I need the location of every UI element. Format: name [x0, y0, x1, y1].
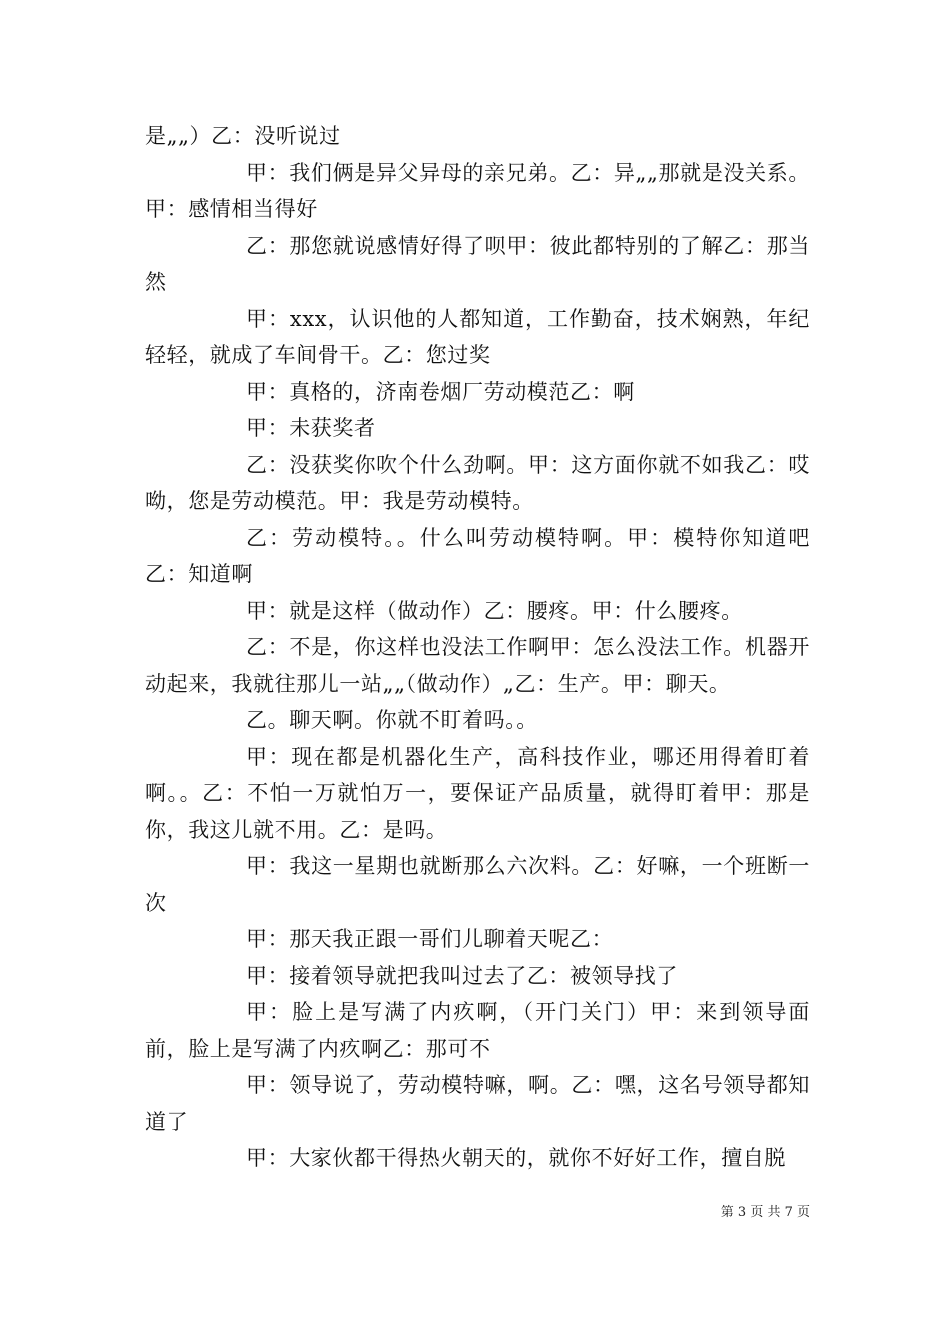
paragraph: 甲：我这一星期也就断那么六次料。乙：好嘛，一个班断一次	[145, 854, 810, 915]
paragraph: 甲：xxx，认识他的人都知道，工作勤奋，技术娴熟，年纪轻轻，就成了车间骨干。乙：您过奖	[145, 306, 810, 367]
paragraph: 乙。聊天啊。你就不盯着吗。。	[246, 708, 538, 732]
paragraph: 乙：那您就说感情好得了呗甲：彼此都特别的了解乙：那当然	[145, 233, 810, 294]
paragraph: 乙：劳动模特。。什么叫劳动模特啊。甲：模特你知道吧乙：知道啊	[145, 525, 810, 586]
paragraph: 是„„）乙：没听说过	[145, 124, 341, 148]
paragraph: 乙：没获奖你吹个什么劲啊。甲：这方面你就不如我乙：哎呦，您是劳动模范。甲：我是劳动模特。	[145, 452, 810, 513]
paragraph: 甲：真格的，济南卷烟厂劳动模范乙：啊	[246, 379, 635, 404]
paragraph: 甲：接着领导就把我叫过去了乙：被领导找了	[246, 963, 678, 988]
paragraph: 甲：我们俩是异父异母的亲兄弟。乙：异„„那就是没关系。甲：感情相当得好	[145, 160, 810, 221]
paragraph: 甲：就是这样（做动作）乙：腰疼。甲：什么腰疼。	[246, 598, 743, 623]
paragraph: 甲：领导说了，劳动模特嘛，啊。乙：嘿，这名号领导都知道了	[145, 1073, 810, 1134]
paragraph: 甲：现在都是机器化生产，高科技作业，哪还用得着盯着啊。。乙：不怕一万就怕万一，要保证产品质量，就得盯着甲：那是你，我这儿就不用。乙：是吗。	[145, 744, 810, 842]
paragraph: 乙：不是，你这样也没法工作啊甲：怎么没法工作。机器开动起来，我就往那儿一站„„（做动作）„乙：生产。甲：聊天。	[145, 635, 810, 696]
paragraph: 甲：那天我正跟一哥们儿聊着天呢乙：	[246, 927, 614, 951]
paragraph: 甲：未获奖者	[246, 416, 376, 440]
document-body	[145, 118, 810, 1177]
paragraph: 甲：大家伙都干得热火朝天的，就你不好好工作，擅自脱	[246, 1146, 786, 1170]
paragraph: 甲：脸上是写满了内疚啊，（开门关门）甲：来到领导面前，脸上是写满了内疚啊乙：那可不	[145, 1000, 810, 1061]
page-number-footer: 第 3 页 共 7 页	[720, 1205, 810, 1220]
